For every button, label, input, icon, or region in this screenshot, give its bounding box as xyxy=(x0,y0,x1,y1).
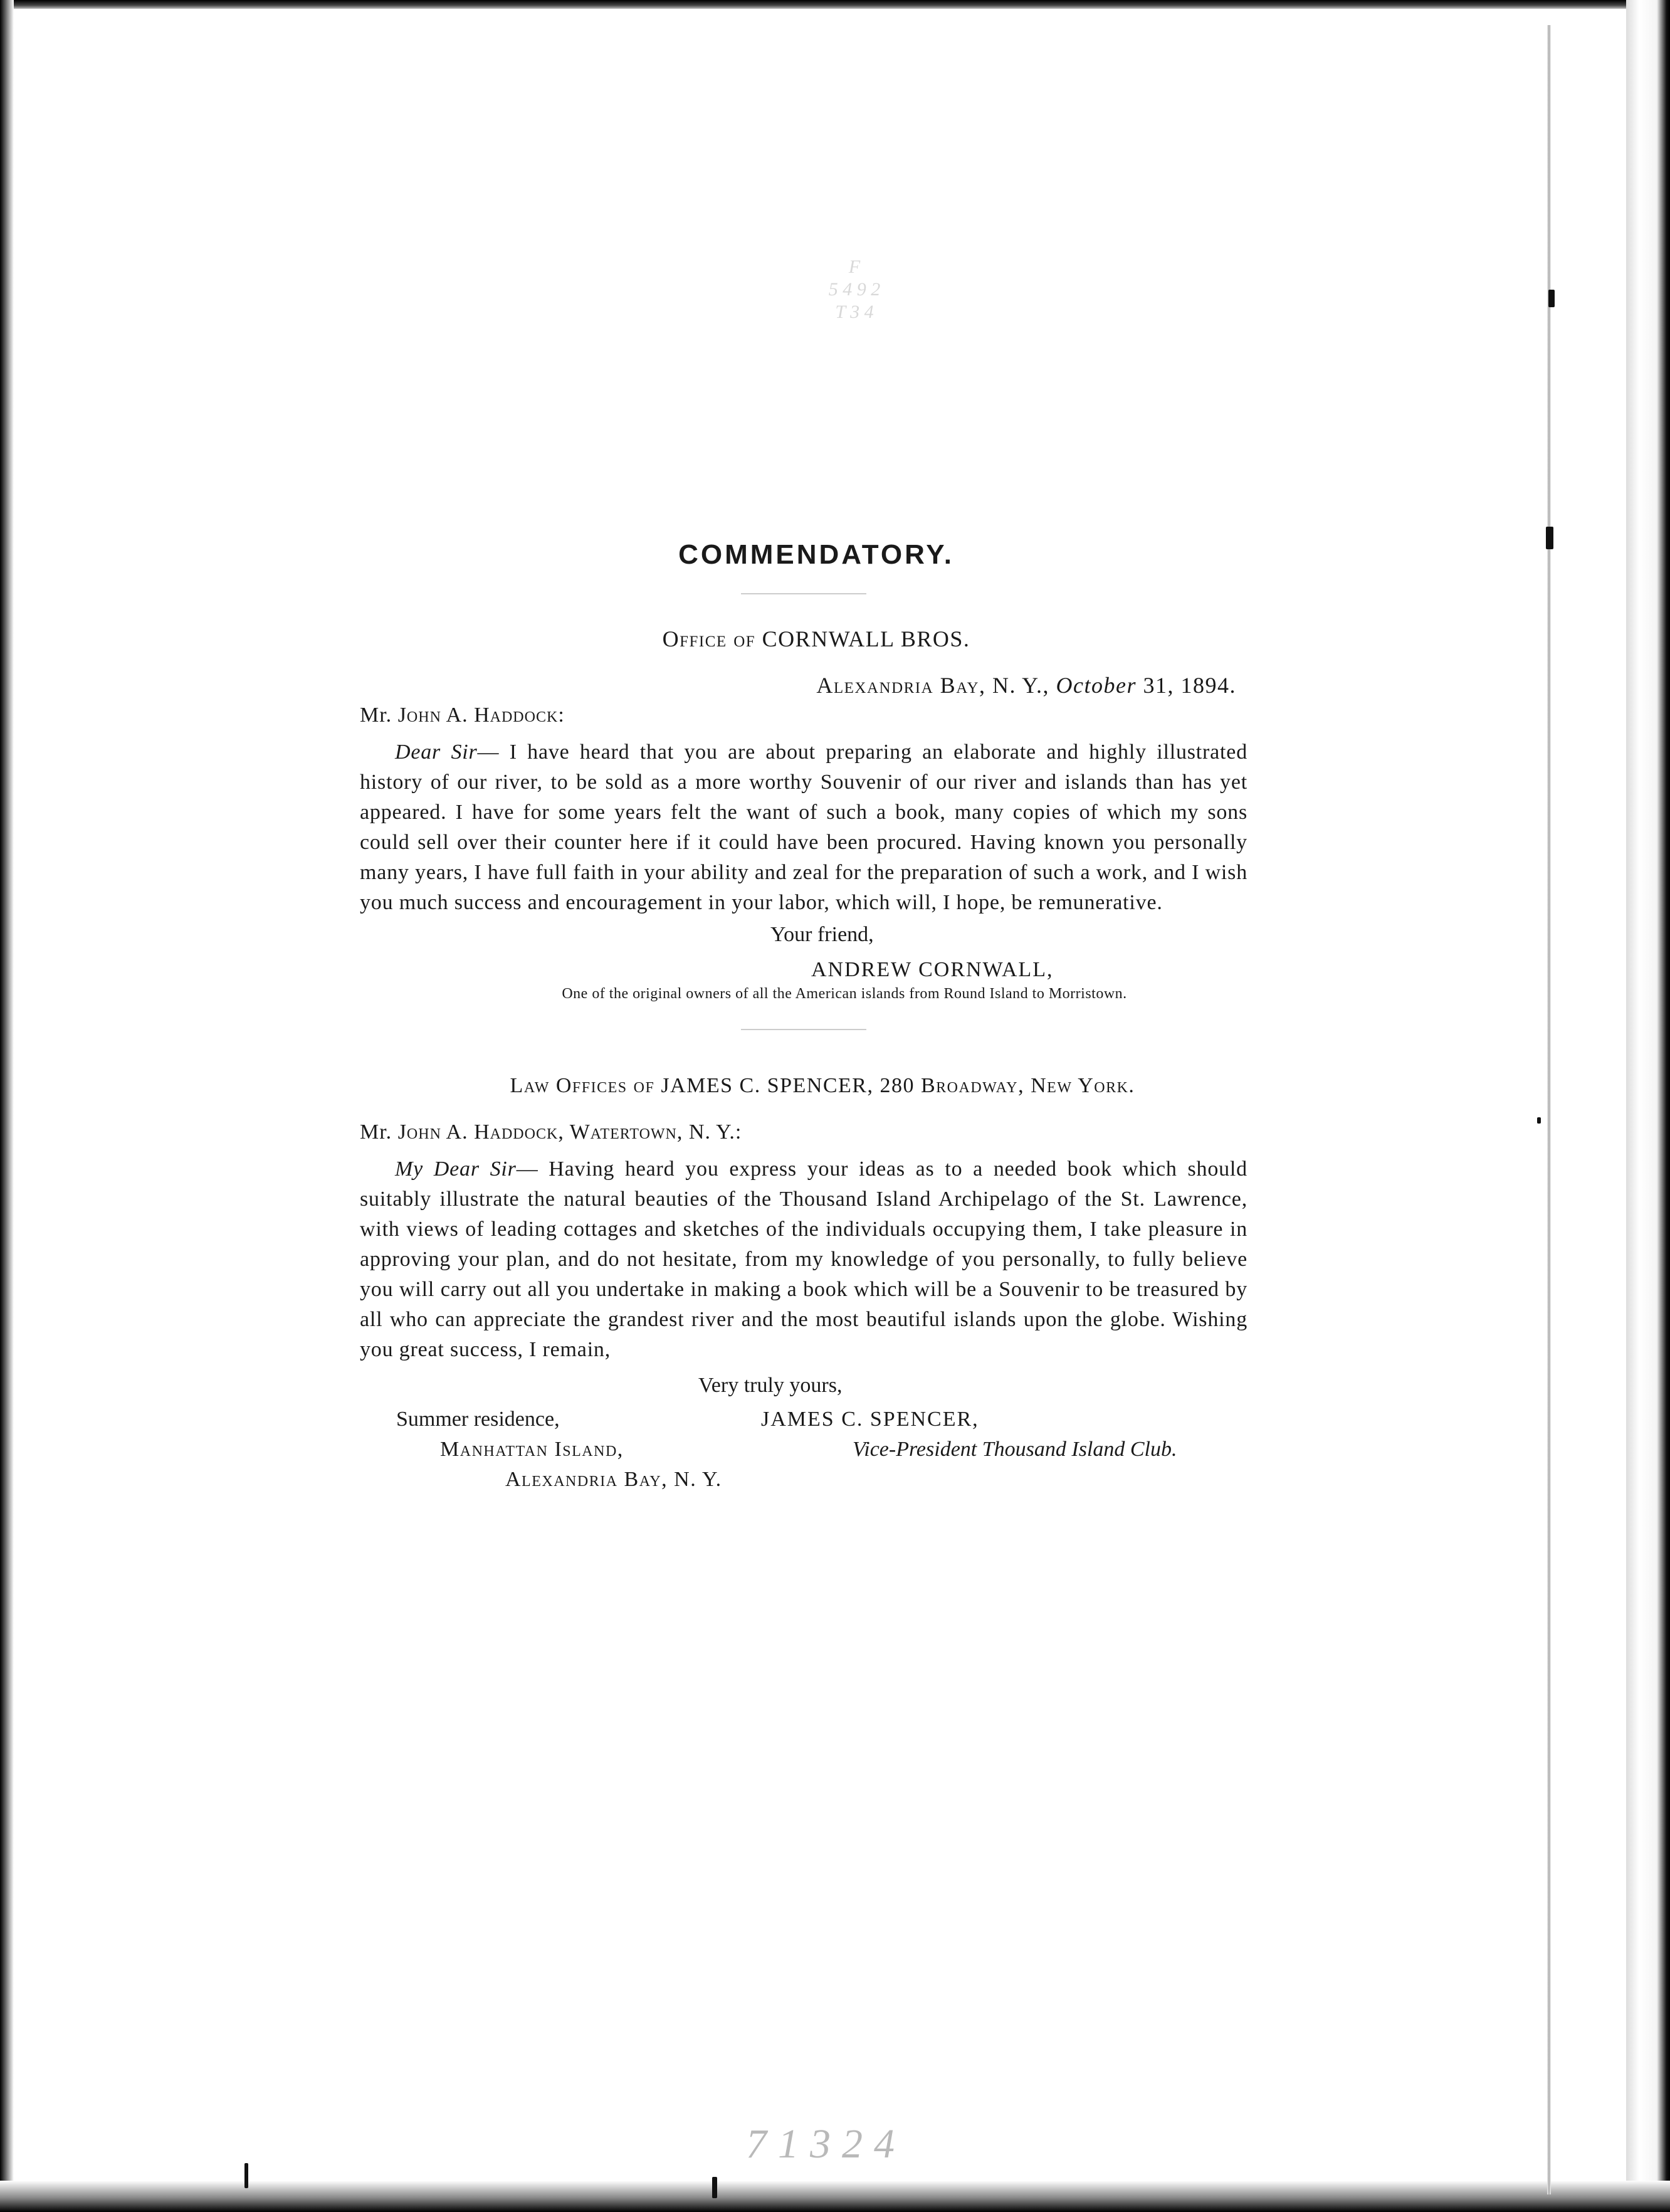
letter1-signature: ANDREW CORNWALL, xyxy=(811,958,1054,981)
divider xyxy=(741,1029,866,1030)
letter1-body: Dear Sir— I have heard that you are about preparing an elaborate and highly illustrated history of our river, to be sold as a more worthy Souvenir of our river and islands than has yet appeared. I have for some years felt the want of such a book, many copies of which my sons could sell over their counter here if it could have been procured. Having known you personally many years, I have full faith in your ability and zeal for the preparation of such a work, and I wish you much success and encouragement in your labor, which will, I hope, be remunerative. xyxy=(360,740,1247,914)
residence-line: Manhattan Island, xyxy=(440,1438,624,1461)
letter2-salutation: Mr. John A. Haddock, Watertown, N. Y.: xyxy=(360,1120,742,1144)
letter2-signature-title: Vice-President Thousand Island Club. xyxy=(853,1438,1177,1461)
letter2-body: My Dear Sir— Having heard you express your ideas as to a needed book which should suitably illustrate the natural beauties of the Thousand Island Archipelago of the St. Lawrence, with views of leading cottages and sketches of the individuals occupying them, I take pleasure in approving your plan, and do not hesitate, from my knowledge of you personally, to fully believe you will carry out all you undertake in making a book which will be a Souvenir to be treasured by all who can appreciate the grandest river and the most beautiful islands upon the globe. Wishing you great success, I remain, xyxy=(360,1157,1247,1361)
gutter-mark xyxy=(1537,1117,1541,1124)
page-title: COMMENDATORY. xyxy=(678,539,954,570)
scan-edge-left xyxy=(0,0,14,2212)
letter2-closing: Very truly yours, xyxy=(698,1374,843,1397)
residence-line: Summer residence, xyxy=(396,1408,560,1431)
gutter-mark xyxy=(1548,290,1555,307)
page-fold xyxy=(1547,25,1551,2194)
letter1-salutation: Mr. John A. Haddock: xyxy=(360,703,565,727)
scan-edge-right xyxy=(1626,0,1670,2212)
gutter-mark xyxy=(712,2177,717,2198)
letter1-signature-note: One of the original owners of all the American islands from Round Island to Morristown. xyxy=(562,986,1127,1002)
letter1-office-heading: Office of CORNWALL BROS. xyxy=(662,626,970,651)
divider xyxy=(741,593,866,594)
pencil-accession-number: 71324 xyxy=(746,2121,906,2167)
gutter-mark xyxy=(1546,527,1553,549)
letter2-signature: JAMES C. SPENCER, xyxy=(761,1408,979,1431)
letter1-dateline: Alexandria Bay, N. Y., October 31, 1894. xyxy=(816,673,1236,698)
page-content xyxy=(360,539,1247,1527)
residence-line: Alexandria Bay, N. Y. xyxy=(505,1468,722,1491)
letter2-office-heading: Law Offices of JAMES C. SPENCER, 280 Broadway, New York. xyxy=(510,1074,1135,1097)
scan-edge-bottom xyxy=(0,2181,1670,2212)
scan-edge-top xyxy=(0,0,1670,9)
pencil-catalog-mark: F 5 4 9 2 T 3 4 xyxy=(828,256,881,322)
letter1-closing: Your friend, xyxy=(770,923,874,946)
gutter-mark xyxy=(244,2163,248,2188)
letter2-signature-block xyxy=(360,1408,1247,1527)
